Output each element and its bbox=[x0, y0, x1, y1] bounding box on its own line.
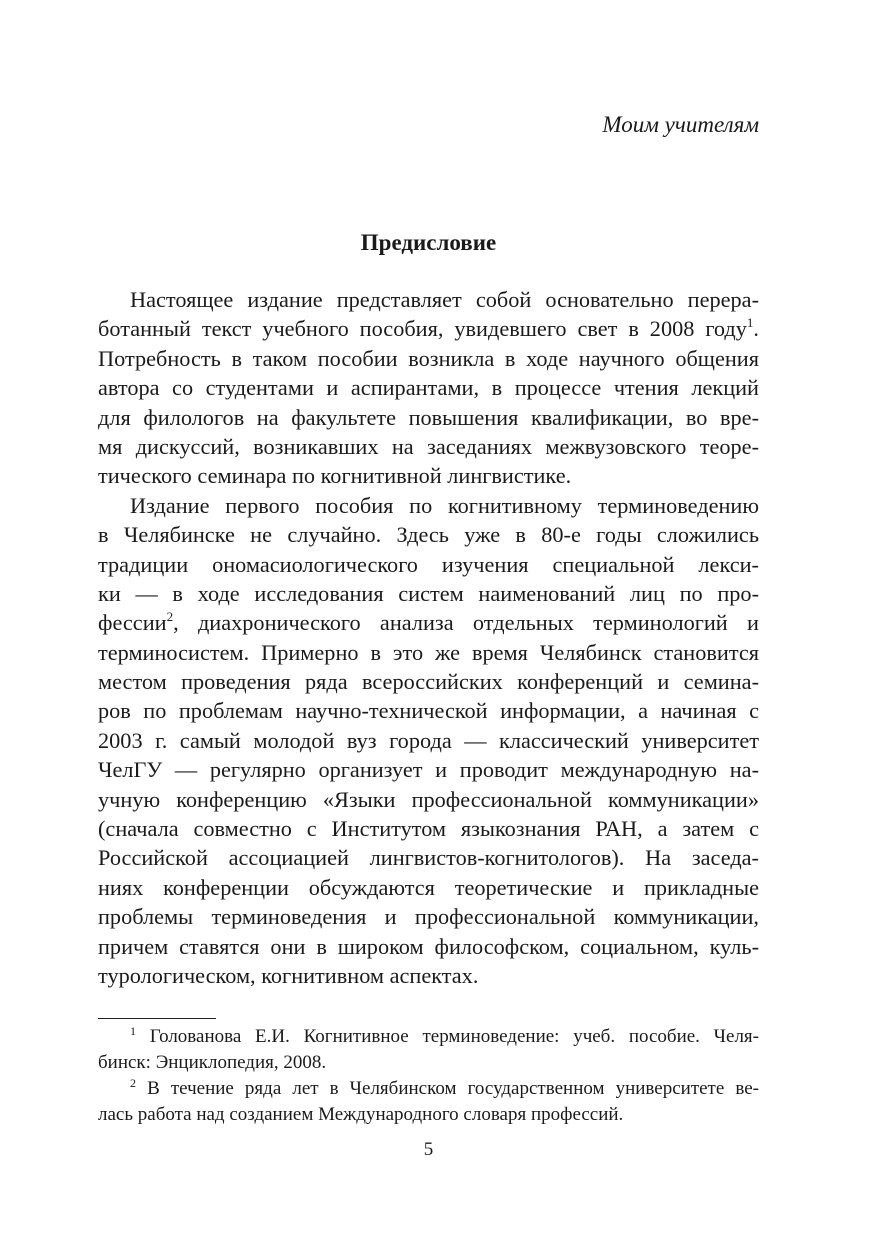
page-title: Предисловие bbox=[360, 230, 497, 255]
paragraph-1-line-6: мя дискуссий, возникавших на заседаниях межвузовского теоре- bbox=[98, 433, 759, 459]
paragraph-2-line-5-tail: , диахронического анализа отдельных терминологий и bbox=[173, 610, 759, 636]
paragraph-2-line-15: проблемы терминоведения и профессиональной коммуникации, bbox=[98, 904, 759, 930]
paragraph-2-line-16: причем ставятся они в широком философском, социальном, куль- bbox=[98, 933, 759, 959]
footnote-ref-1: 1 bbox=[746, 315, 754, 331]
paragraph-1-line-2-tail: . bbox=[753, 316, 759, 342]
paragraph-2-line-5-text: фессии bbox=[98, 610, 167, 636]
paragraph-1-line-7: тического семинара по когнитивной лингвистике. bbox=[98, 463, 572, 489]
paragraph-1-line-1: Настоящее издание представляет собой основательно перера- bbox=[130, 287, 759, 312]
paragraph-2-line-6: терминосистем. Примерно в это же время Челябинск становится bbox=[98, 639, 759, 665]
paragraph-2-line-2: в Челябинске не случайно. Здесь уже в 80-е годы сложились bbox=[98, 522, 759, 548]
paragraph-2-line-7: местом проведения ряда всероссийских конференций и семина- bbox=[98, 669, 759, 695]
paragraph-1-line-2 bbox=[98, 314, 759, 343]
paragraph-1-line-4: автора со студентами и аспирантами, в процессе чтения лекций bbox=[98, 375, 759, 401]
footnote-2-line-2: лась работа над созданием Международного словаря профессий. bbox=[98, 1104, 624, 1125]
footnotes bbox=[98, 1024, 759, 1128]
footnote-1-line-1 bbox=[98, 1024, 759, 1050]
body-text bbox=[98, 285, 759, 990]
footnote-2-line-1 bbox=[98, 1076, 759, 1102]
footnote-1-text-1: Голованова Е.И. Когнитивное терминоведение: учеб. пособие. Челя- bbox=[149, 1026, 760, 1047]
paragraph-2-line-12: (сначала совместно с Институтом языкознания РАН, а затем с bbox=[98, 816, 759, 842]
paragraph-2-line-13: Российской ассоциацией лингвистов-когнитологов). На заседа- bbox=[98, 845, 759, 871]
footnote-1-mark: 1 bbox=[130, 1024, 136, 1038]
paragraph-1-line-2-text: ботанный текст учебного пособия, увидевшего свет в 2008 году bbox=[98, 316, 747, 342]
paragraph-1-line-5: для филологов на факультете повышения квалификации, во вре- bbox=[98, 404, 759, 430]
footnote-divider bbox=[98, 1018, 216, 1019]
paragraph-2-line-5 bbox=[98, 608, 759, 637]
footnote-ref-2: 2 bbox=[166, 609, 174, 625]
paragraph-2-line-11: учную конференцию «Языки профессиональной коммуникации» bbox=[98, 786, 759, 812]
footnote-2-mark: 2 bbox=[130, 1076, 136, 1090]
book-page bbox=[98, 0, 759, 1240]
paragraph-2-line-1: Издание первого пособия по когнитивному терминоведению bbox=[130, 492, 759, 518]
paragraph-2-line-10: ЧелГУ — регулярно организует и проводит международную на- bbox=[98, 757, 759, 783]
paragraph-2-line-4: ки — в ходе исследования систем наименований лиц по про- bbox=[98, 580, 759, 606]
page-number: 5 bbox=[423, 1139, 434, 1160]
paragraph-2-line-14: ниях конференции обсуждаются теоретические и прикладные bbox=[98, 874, 759, 900]
footnote-1-line-2: бинск: Энциклопедия, 2008. bbox=[98, 1052, 327, 1073]
footnote-2-text-1: В течение ряда лет в Челябинском государственном университете ве- bbox=[147, 1078, 759, 1099]
paragraph-2-line-9: 2003 г. самый молодой вуз города — классический университет bbox=[98, 727, 759, 753]
paragraph-2-line-8: ров по проблемам научно-технической информации, а начиная с bbox=[98, 698, 759, 724]
paragraph-2-line-3: традиции ономасиологического изучения специальной лекси- bbox=[98, 551, 759, 577]
paragraph-2-line-17: турологическом, когнитивном аспектах. bbox=[98, 962, 479, 988]
epigraph: Моим учителям bbox=[602, 112, 759, 137]
paragraph-1-line-3: Потребность в таком пособии возникла в ходе научного общения bbox=[98, 345, 759, 371]
